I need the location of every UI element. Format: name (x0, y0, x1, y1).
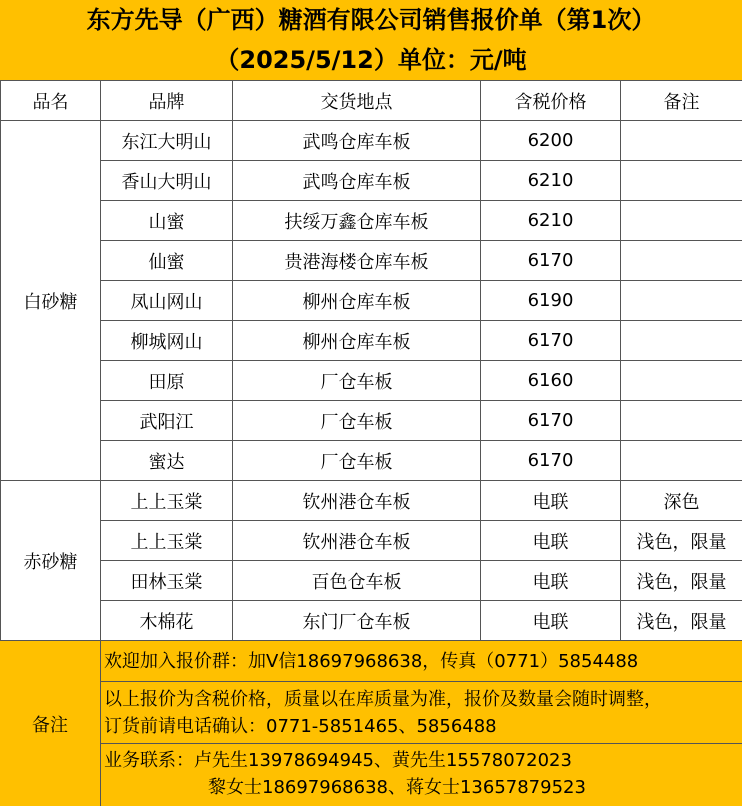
column-header-price: 含税价格 (481, 81, 621, 121)
note-cell (621, 321, 742, 361)
table-row (1, 401, 742, 441)
column-header-note: 备注 (621, 81, 742, 121)
price-cell: 6200 (481, 121, 621, 161)
note-cell (621, 241, 742, 281)
brand-cell: 武阳江 (101, 401, 233, 441)
price-notice (101, 682, 742, 744)
quote-group-line: 欢迎加入报价群：加V信18697968638，传真（0771）5854488 (104, 651, 639, 672)
location-cell: 贵港海楼仓库车板 (233, 241, 481, 281)
price-notice-line-1: 以上报价为含税价格，质量以在库质量为准，报价及数量会随时调整， (104, 689, 662, 710)
title-band (0, 0, 742, 81)
remarks-label: 备注 (0, 641, 101, 806)
price-cell: 6160 (481, 361, 621, 401)
brand-cell: 木棉花 (101, 601, 233, 641)
note-cell: 深色 (621, 481, 742, 521)
location-cell: 武鸣仓库车板 (233, 161, 481, 201)
location-cell: 武鸣仓库车板 (233, 121, 481, 161)
note-cell (621, 161, 742, 201)
price-cell: 电联 (481, 521, 621, 561)
column-header-location: 交货地点 (233, 81, 481, 121)
note-cell (621, 281, 742, 321)
price-cell: 电联 (481, 601, 621, 641)
table-row (1, 481, 742, 521)
table-row (1, 281, 742, 321)
table-row (1, 601, 742, 641)
column-header-product: 品名 (1, 81, 101, 121)
note-cell: 浅色，限量 (621, 561, 742, 601)
table-row (1, 161, 742, 201)
sales-contacts-line-1: 业务联系：卢先生13978694945、黄先生15578072023 (104, 750, 572, 771)
price-cell: 6170 (481, 321, 621, 361)
price-cell: 电联 (481, 561, 621, 601)
note-cell (621, 201, 742, 241)
table-row (1, 561, 742, 601)
sales-contacts (101, 744, 742, 806)
note-cell (621, 401, 742, 441)
location-cell: 钦州港仓车板 (233, 521, 481, 561)
table-row (1, 361, 742, 401)
table-row (1, 121, 742, 161)
note-cell: 浅色，限量 (621, 601, 742, 641)
price-cell: 6210 (481, 201, 621, 241)
price-cell: 6190 (481, 281, 621, 321)
table-row (1, 441, 742, 481)
table-header-row (1, 81, 742, 121)
sales-contacts-line-2: 黎女士18697968638、蒋女士13657879523 (208, 777, 586, 798)
price-cell: 6210 (481, 161, 621, 201)
product-group-name: 白砂糖 (1, 121, 101, 481)
price-cell: 6170 (481, 401, 621, 441)
brand-cell: 田原 (101, 361, 233, 401)
brand-cell: 上上玉棠 (101, 481, 233, 521)
sheet-title: 东方先导（广西）糖酒有限公司销售报价单（第1次） (86, 6, 656, 34)
location-cell: 柳州仓库车板 (233, 281, 481, 321)
note-cell (621, 441, 742, 481)
location-cell: 厂仓车板 (233, 361, 481, 401)
price-notice-line-2: 订货前请电话确认：0771-5851465、5856488 (104, 716, 497, 737)
price-cell: 6170 (481, 241, 621, 281)
location-cell: 柳州仓库车板 (233, 321, 481, 361)
brand-cell: 香山大明山 (101, 161, 233, 201)
location-cell: 百色仓车板 (233, 561, 481, 601)
table-row (1, 241, 742, 281)
note-cell (621, 121, 742, 161)
brand-cell: 蜜达 (101, 441, 233, 481)
brand-cell: 凤山网山 (101, 281, 233, 321)
brand-cell: 上上玉棠 (101, 521, 233, 561)
column-header-brand: 品牌 (101, 81, 233, 121)
brand-cell: 柳城网山 (101, 321, 233, 361)
table-row (1, 521, 742, 561)
brand-cell: 仙蜜 (101, 241, 233, 281)
note-cell (621, 361, 742, 401)
location-cell: 东门厂仓车板 (233, 601, 481, 641)
table-row (1, 321, 742, 361)
location-cell: 钦州港仓车板 (233, 481, 481, 521)
sheet-subtitle: （2025/5/12）单位：元/吨 (215, 46, 527, 74)
location-cell: 厂仓车板 (233, 401, 481, 441)
location-cell: 扶绥万鑫仓库车板 (233, 201, 481, 241)
product-group-name: 赤砂糖 (1, 481, 101, 641)
price-cell: 6170 (481, 441, 621, 481)
location-cell: 厂仓车板 (233, 441, 481, 481)
brand-cell: 田林玉棠 (101, 561, 233, 601)
note-cell: 浅色，限量 (621, 521, 742, 561)
price-table (0, 80, 742, 641)
quote-group-info (101, 641, 742, 682)
brand-cell: 东江大明山 (101, 121, 233, 161)
price-cell: 电联 (481, 481, 621, 521)
brand-cell: 山蜜 (101, 201, 233, 241)
table-row (1, 201, 742, 241)
remarks-footer (0, 641, 742, 806)
